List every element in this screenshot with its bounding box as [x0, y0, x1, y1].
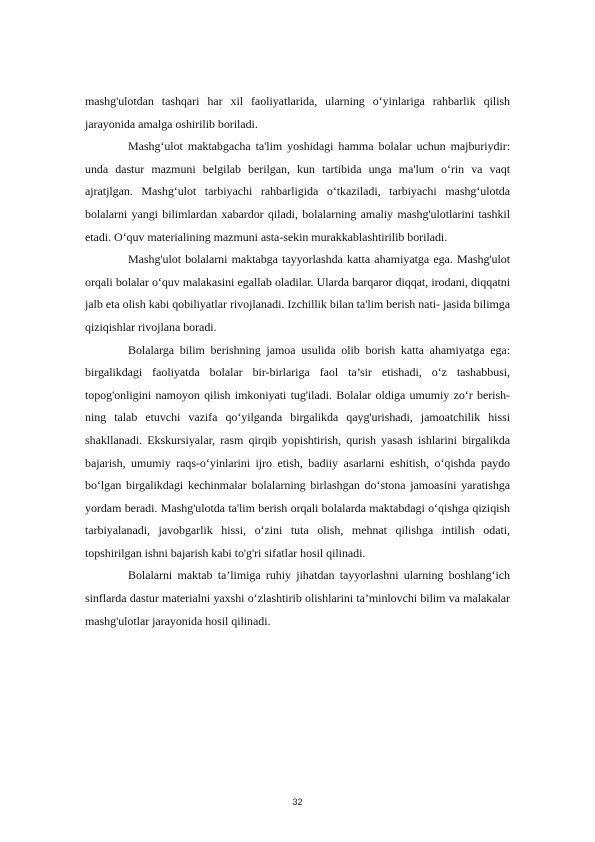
document-body	[85, 90, 510, 632]
page-number: 32	[292, 797, 303, 807]
paragraph-continuation: mashg'ulotdan tashqari har xil faoliyatlarida, ularning o‘yinlariga rahbarlik qilish jarayonida amalga oshirilib boriladi.	[85, 94, 510, 131]
paragraph-jamoa-usuli: Bolalarga bilim berishning jamoa usulida olib borish katta ahamiyatga ega: birgalikdagi faoliyatda bolalar bir-birlariga faol ta’sir etishadi, o‘z tashabbusi, topog'onligini namoyon qilish imkoniyati tug'iladi. Bolalar oldiga umumiy zo‘r berish-ning talab etuvchi vazifa qo‘yilganda birgalikda qayg'urishadi, jamoatchilik hissi shakllanadi. Ekskursiyalar, rasm qirqib yopishtirish, qurish yasash ishlarini birgalikda bajarish, umumiy raqs-o‘yinlarini ijro etish, badiiy asarlarni eshitish, o‘qishda paydo bo‘lgan birgalikdagi kechinmalar bolalarning birlashgan do‘stona jamoasini yaratishga yordam beradi. Mashg'ulotda ta'lim berish orqali bolalarda maktabdagi o‘qishga qiziqish tarbiyalanadi, javobgarlik hissi, o‘zini tuta olish, mehnat qilishga intilish odati, topshirilgan ishni bajarish kabi to'g'ri sifatlar hosil qilinadi.	[85, 342, 510, 560]
paragraph-ruhiy-tayyorlash: Bolalarni maktab ta’limiga ruhiy jihatdan tayyorlashni ularning boshlang‘ich sinflarda dastur materialni yaxshi o‘zlashtirib olishlarini ta’minlovchi bilim va malakalar mashg'ulotlar jarayonida hosil qilinadi.	[85, 568, 510, 628]
paragraph-mashgulot-majburiy: Mashg‘ulot maktabgacha ta'lim yoshidagi hamma bolalar uchun majburiydir: unda dastur mazmuni belgilab berilgan, kun tartibida unga ma'lum o‘rin va vaqt ajratjlgan. Mashg‘ulot tarbiyachi rahbarligida o‘tkaziladi, tarbiyachi mashg‘ulotda bolalarni yangi bilimlardan xabardor qiladi, bolalarning amaliy mashg'ulotlarini tashkil etadi. O‘quv materialining mazmuni asta-sekin murakkablashtirilib boriladi.	[85, 139, 510, 244]
paragraph-maktabga-tayyorlash: Mashg'ulot bolalarni maktabga tayyorlashda katta ahamiyatga ega. Mashg'ulot orqali bolalar o‘quv malakasini egallab oladilar. Ularda barqaror diqqat, irodani, diqqatni jalb eta olish kabi qobiliyatlar rivojlanadi. Izchillik bilan ta'lim berish nati- jasida bilimga qiziqishlar rivojlana boradi.	[85, 252, 510, 334]
